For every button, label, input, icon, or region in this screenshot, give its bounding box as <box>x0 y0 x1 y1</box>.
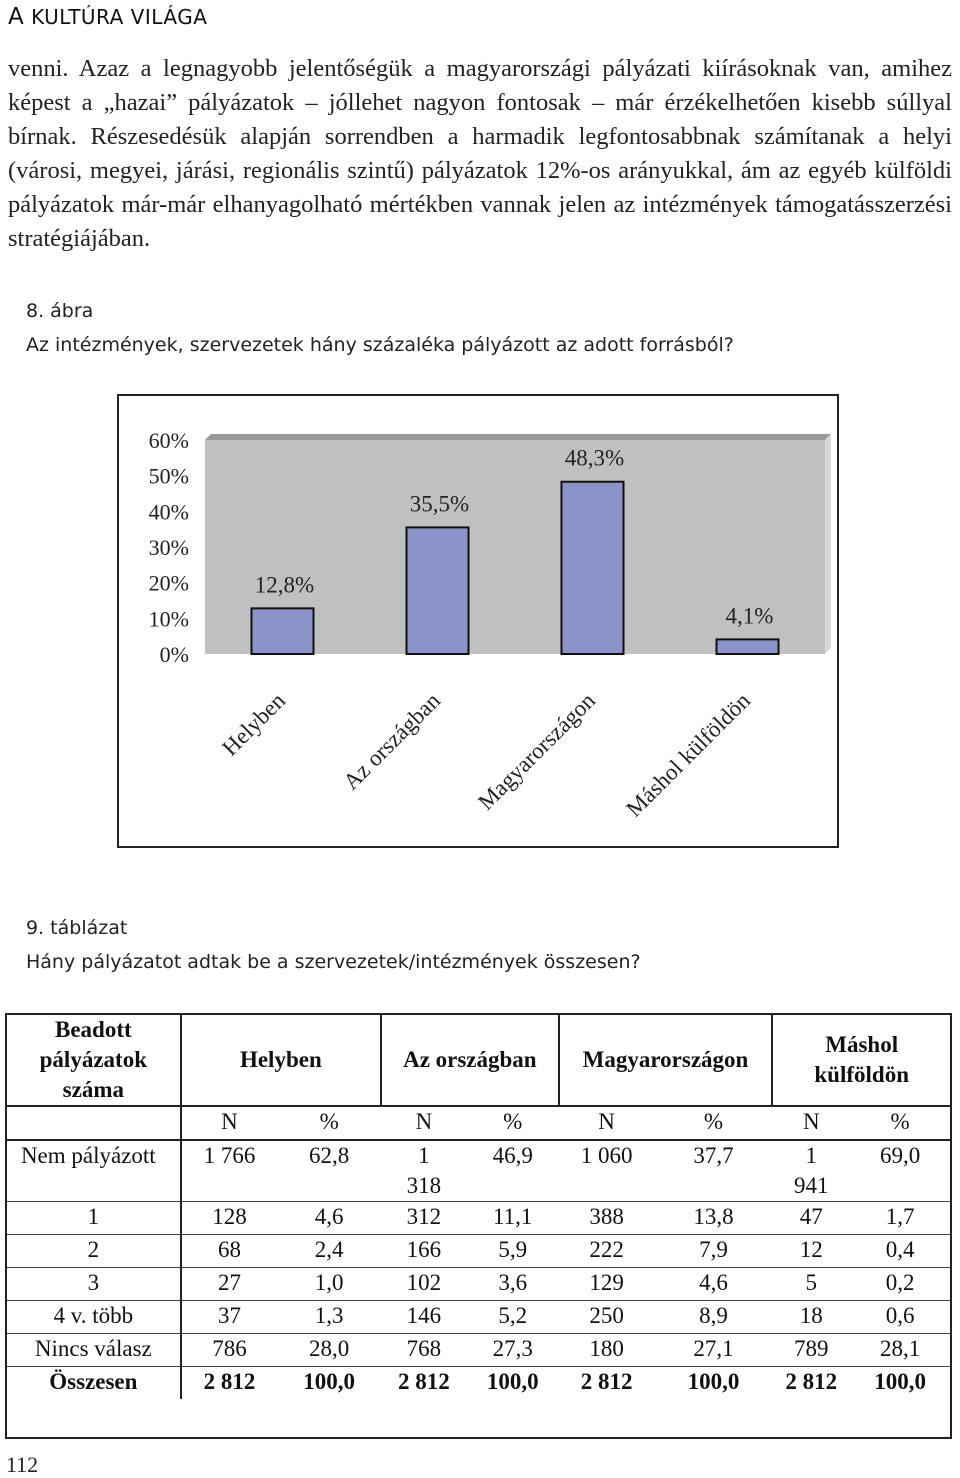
table-cell: 28,0 <box>277 1334 381 1367</box>
row-label: Összesen <box>6 1367 181 1400</box>
data-label: 12,8% <box>254 572 315 598</box>
table-cell: 1 941 <box>772 1140 850 1202</box>
table-cell: 768 <box>381 1334 467 1367</box>
bar-chart <box>119 396 837 846</box>
table-cell: 180 <box>559 1334 655 1367</box>
table-subheader-row <box>6 1106 951 1140</box>
table-cell: 2 812 <box>203 1369 256 1394</box>
table-spacer-cell <box>6 1399 951 1438</box>
y-tick-label: 10% <box>148 606 189 632</box>
page-number: 112 <box>6 1452 39 1477</box>
table-cell: 47 <box>772 1202 850 1235</box>
table-cell: 2 812 <box>785 1369 838 1394</box>
subheader-empty <box>6 1106 181 1140</box>
table-cell: 100,0 <box>687 1369 740 1394</box>
table-cell: 0,6 <box>850 1301 951 1334</box>
table-cell: 1,3 <box>277 1301 381 1334</box>
table-cell: 13,8 <box>655 1202 773 1235</box>
table-cell: 1 060 <box>559 1140 655 1202</box>
table-cell: 102 <box>381 1268 467 1301</box>
table-cell: 1 318 <box>381 1140 467 1202</box>
table-cell: 3,6 <box>467 1268 559 1301</box>
table-cell: 37,7 <box>655 1140 773 1202</box>
subheader-cell: % <box>850 1106 951 1140</box>
data-label: 48,3% <box>564 445 625 471</box>
table-cell: 1,0 <box>277 1268 381 1301</box>
plot-top-edge <box>205 434 831 440</box>
table-cell: 8,9 <box>655 1301 773 1334</box>
row-label: 3 <box>6 1268 181 1301</box>
header-rest: KULTÚRA VILÁGA <box>31 5 208 29</box>
table-row <box>6 1268 951 1301</box>
table-row <box>6 1334 951 1367</box>
subheader-cell: N <box>181 1106 278 1140</box>
data-label: 4,1% <box>725 603 774 629</box>
table-cell: 4,6 <box>655 1268 773 1301</box>
table-cell: 27,1 <box>655 1334 773 1367</box>
table-cell: 250 <box>559 1301 655 1334</box>
table-cell: 5,9 <box>467 1235 559 1268</box>
table-cell: 5,2 <box>467 1301 559 1334</box>
y-tick-label: 30% <box>148 535 189 560</box>
y-tick-label: 40% <box>148 499 189 525</box>
bar <box>562 482 624 654</box>
table-cell: 37 <box>181 1301 278 1334</box>
table-row <box>6 1235 951 1268</box>
figure-title: Az intézmények, szervezetek hány százaléka pályázott az adott forrásból? <box>26 334 734 356</box>
table-cell: 68 <box>181 1235 278 1268</box>
table-cell: 7,9 <box>655 1235 773 1268</box>
table-cell: 4,6 <box>277 1202 381 1235</box>
bar <box>717 639 779 654</box>
table-cell: 0,2 <box>850 1268 951 1301</box>
table-row <box>6 1140 951 1202</box>
table-cell: 786 <box>181 1334 278 1367</box>
table-cell: 789 <box>772 1334 850 1367</box>
group-header-magyarorszagon: Magyarországon <box>559 1014 773 1106</box>
bar <box>407 527 469 654</box>
y-tick-label: 50% <box>148 463 189 489</box>
figure-label: 8. ábra <box>26 300 94 322</box>
table-row <box>6 1202 951 1235</box>
subheader-cell: N <box>559 1106 655 1140</box>
y-tick-label: 60% <box>148 428 189 453</box>
table-label: 9. táblázat <box>26 917 128 939</box>
running-header <box>8 4 207 30</box>
table-body <box>6 1140 951 1438</box>
table-cell: 27,3 <box>467 1334 559 1367</box>
paragraph-text: venni. Azaz a legnagyobb jelentőségük a magyarországi pályázati kiírásoknak van, amihez képest a „hazai” pályázatok – jóllehet nagyon fontosak – már érzékelhetően kisebb súllyal bírnak. Részesedésük alapján sorrendben a harmadik legfontosabbnak számítanak a helyi (városi, megyei, járási, regionális szintű) pályázatok 12%-os arányukkal, ám az egyéb külföldi pályázatok már-már elhanyagolható mértékben vannak jelen az intézmények támogatásszerzési stratégiájában. <box>8 55 952 252</box>
bar-chart-frame <box>117 394 839 848</box>
table-cell: 11,1 <box>467 1202 559 1235</box>
table-cell: 2 812 <box>580 1369 633 1394</box>
table-cell: 388 <box>559 1202 655 1235</box>
row-label: 2 <box>6 1235 181 1268</box>
y-tick-label: 0% <box>159 642 189 667</box>
table-cell: 46,9 <box>467 1140 559 1202</box>
table-cell: 12 <box>772 1235 850 1268</box>
table-cell: 0,4 <box>850 1235 951 1268</box>
group-header-kulfoldon: Máshol külföldön <box>772 1014 951 1106</box>
table-title: Hány pályázatot adtak be a szervezetek/intézmények összesen? <box>26 951 641 973</box>
header-initial: A <box>8 4 25 30</box>
category-label: Az országban <box>338 687 446 795</box>
table-row <box>6 1367 951 1400</box>
group-header-orszagban: Az országban <box>381 1014 559 1106</box>
table-cell: 69,0 <box>850 1140 951 1202</box>
table-cell: 100,0 <box>874 1369 926 1394</box>
table-spacer-row <box>6 1399 951 1438</box>
bar <box>252 608 314 654</box>
category-label: Helyben <box>217 687 291 761</box>
body-paragraph <box>8 52 952 256</box>
table-cell: 1,7 <box>850 1202 951 1235</box>
subheader-cell: % <box>655 1106 773 1140</box>
row-label: Nincs válasz <box>6 1334 181 1367</box>
row-label: 4 v. több <box>6 1301 181 1334</box>
corner-header: Beadott pályázatok száma <box>6 1014 181 1106</box>
table-cell: 1 766 <box>181 1140 278 1202</box>
table-cell: 312 <box>381 1202 467 1235</box>
group-header-helyben: Helyben <box>181 1014 381 1106</box>
table-cell: 27 <box>181 1268 278 1301</box>
y-tick-label: 20% <box>148 570 189 596</box>
table-cell: 28,1 <box>850 1334 951 1367</box>
data-table <box>5 1013 952 1439</box>
data-label: 35,5% <box>409 491 470 517</box>
subheader-cell: N <box>381 1106 467 1140</box>
category-label: Máshol külföldön <box>621 687 756 822</box>
plot-right-edge <box>825 434 831 654</box>
row-label: 1 <box>6 1202 181 1235</box>
table-cell: 129 <box>559 1268 655 1301</box>
table-cell: 128 <box>181 1202 278 1235</box>
subheader-cell: % <box>467 1106 559 1140</box>
category-label: Magyarországon <box>473 687 601 815</box>
subheader-cell: % <box>277 1106 381 1140</box>
table-cell: 100,0 <box>486 1369 539 1394</box>
table-cell: 166 <box>381 1235 467 1268</box>
table-row <box>6 1301 951 1334</box>
table-cell: 62,8 <box>277 1140 381 1202</box>
table-header-row <box>6 1014 951 1106</box>
table-cell: 2 812 <box>398 1369 450 1394</box>
table-cell: 2,4 <box>277 1235 381 1268</box>
table-cell: 146 <box>381 1301 467 1334</box>
table-cell: 5 <box>772 1268 850 1301</box>
table-cell: 18 <box>772 1301 850 1334</box>
table-cell: 222 <box>559 1235 655 1268</box>
table-cell: 100,0 <box>303 1369 356 1394</box>
subheader-cell: N <box>772 1106 850 1140</box>
row-label: Nem pályázott <box>6 1140 181 1202</box>
